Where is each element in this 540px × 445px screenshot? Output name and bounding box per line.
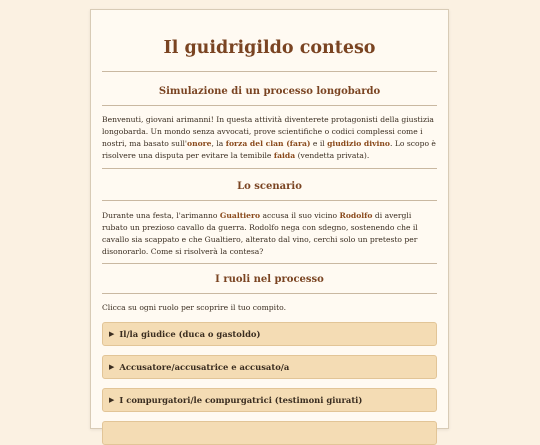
- term-giudizio-divino: giudizio divino: [327, 139, 390, 148]
- triangle-right-icon: ▶: [109, 362, 115, 371]
- intro-paragraph: [102, 106, 437, 168]
- roles-instruction: Clicca su ogni ruolo per scoprire il tuo compito.: [102, 303, 286, 312]
- intro-text: (vendetta privata).: [295, 151, 370, 160]
- term-faida: faida: [273, 151, 296, 160]
- name-rodolfo: Rodolfo: [339, 211, 373, 220]
- scenario-text: accusa il suo vicino: [260, 211, 340, 220]
- term-onore: onore: [187, 139, 212, 148]
- intro-text: Benvenuti, giovani arimanni! In questa attività diventerete protagonisti della giustizia longobarda. Un mondo senza avvocati, prove scientifiche o codici complessi come i nostri, ma basato sull': [102, 115, 434, 148]
- triangle-right-icon: ▶: [109, 395, 115, 404]
- term-fara: forza del clan (fara): [225, 139, 311, 148]
- intro-text: . Lo scopo è risolvere una disputa per evitare la temibile: [102, 139, 436, 160]
- section-heading-roles: I ruoli nel processo: [215, 274, 324, 285]
- intro-text: , la: [211, 139, 226, 148]
- role-toggle-partial[interactable]: [102, 421, 437, 445]
- page-title: Il guidrigildo conteso: [163, 38, 376, 58]
- role-label: Il/la giudice (duca o gastoldo): [119, 329, 261, 339]
- scenario-text: Durante una festa, l'arimanno: [102, 211, 220, 220]
- subtitle: Simulazione di un processo longobardo: [158, 86, 381, 97]
- name-gualtiero: Gualtiero: [219, 211, 261, 220]
- roles-list: [102, 314, 437, 445]
- document-page: [90, 9, 449, 429]
- section-heading-scenario: Lo scenario: [237, 181, 302, 192]
- role-toggle-compurgatori[interactable]: [102, 388, 437, 412]
- triangle-right-icon: ▶: [109, 329, 115, 338]
- role-label: I compurgatori/le compurgatrici (testimoni giurati): [119, 395, 363, 405]
- intro-text: e il: [310, 139, 328, 148]
- role-toggle-giudice[interactable]: [102, 322, 437, 346]
- scenario-paragraph: [102, 201, 437, 263]
- role-toggle-accusatore[interactable]: [102, 355, 437, 379]
- role-label: Accusatore/accusatrice e accusato/a: [119, 362, 290, 372]
- scenario-text: di avergli rubato un prezioso cavallo da guerra. Rodolfo nega con sdegno, sostenendo che il cavallo sia scappato e che Gualtiero, alterato dal vino, cerchi solo un pretesto per disonorarlo. Come si risolverà la contesa?: [102, 211, 418, 256]
